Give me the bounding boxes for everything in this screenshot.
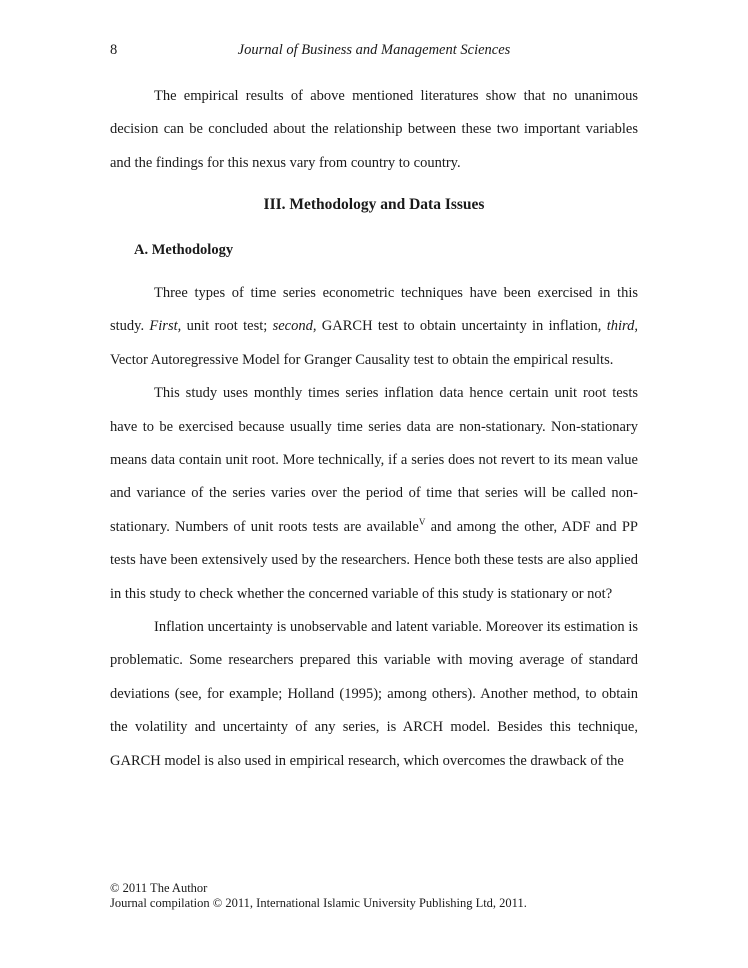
subsection-heading: A. Methodology [134,242,234,258]
paragraph-unit-root [110,377,638,611]
paragraph-techniques [110,277,638,377]
page-number: 8 [110,42,118,58]
text-run: Vector Autoregressive Model for Granger Causality test to obtain the empirical results. [110,351,614,368]
text-run: unit root test; [181,318,273,335]
section-heading: III. Methodology and Data Issues [263,196,485,213]
journal-compilation-line: Journal compilation © 2011, International Islamic University Publishing Ltd, 2011. [110,896,527,910]
intro-block [110,80,638,180]
text-run-italic: third, [606,318,638,335]
text-run-italic: second, [272,318,317,335]
copyright-line: © 2011 The Author [110,881,208,895]
paragraph-inflation-uncertainty: Inflation uncertainty is unobservable and latent variable. Moreover its estimation is problematic. Some researchers prepared this variable with moving average of standard deviations (see, for example; Holland (1995); among others). Another method, to obtain the volatility and uncertainty of any series, is ARCH model. Besides this technique, GARCH model is also used in empirical research, which overcomes the drawback of the [110,619,638,769]
footnote-marker: V [418,517,426,528]
running-header [110,42,638,62]
page-footer [110,881,527,911]
text-run: GARCH test to obtain uncertainty in inflation, [316,318,607,335]
text-run-italic: First, [149,318,182,335]
text-run: This study uses monthly times series inflation data hence certain unit root tests have to be exercised because usually time series data are non-stationary. Non-stationary means data contain unit root. More technically, if a series does not revert to its mean value and variance of the series varies over the period of time that series will be called non-stationary. Numbers of unit roots tests are available [110,385,638,535]
text-run: and among the other, ADF and PP tests have been extensively used by the researchers. Hence both these tests are also applied in this study to check whether the concerned variable of this study is stationary or not? [110,518,638,602]
journal-title: Journal of Business and Management Sciences [237,42,511,58]
text-run: Three types of time series econometric techniques have been exercised in this study. [110,285,638,335]
intro-paragraph: The empirical results of above mentioned literatures show that no unanimous decision can be concluded about the relationship between these two important variables and the findings for this nexus vary from country to country. [110,88,638,171]
methodology-block [110,277,638,778]
